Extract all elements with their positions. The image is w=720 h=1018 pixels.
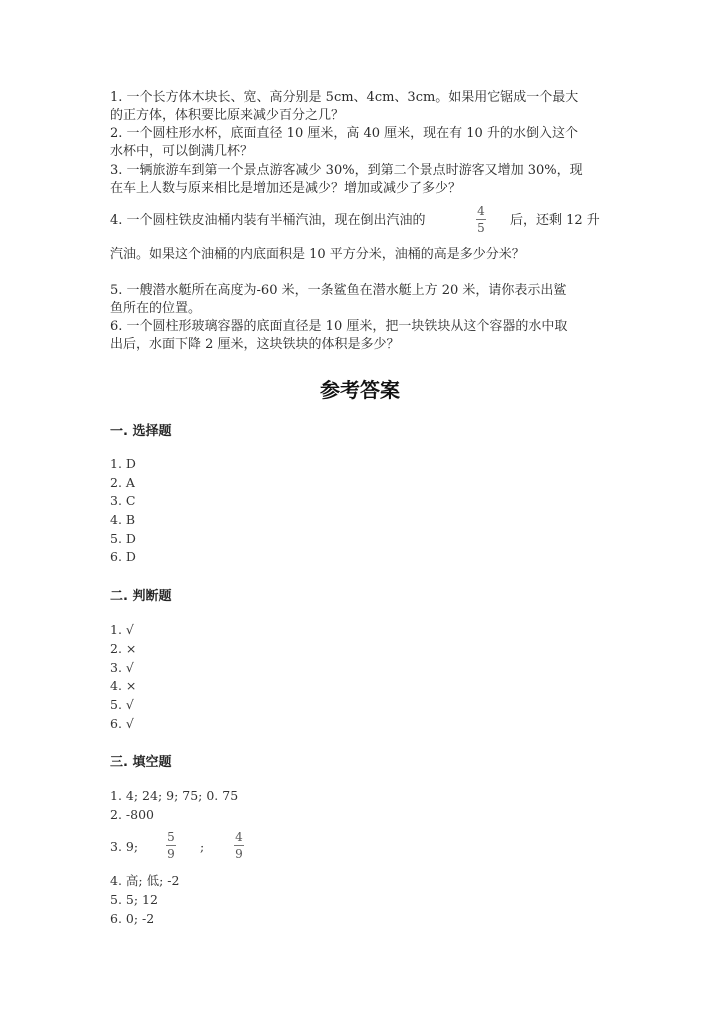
question-1-line-2: 的正方体，体积要比原来减少百分之几？ [110,108,345,123]
question-1-line-1: 1. 一个长方体木块长、宽、高分别是 5cm、4cm、3cm。如果用它锯成一个最大 [110,90,579,105]
question-4-line-1b: 后，还剩 12 升 [510,213,600,228]
question-5-line-1: 5. 一艘潜水艇所在高度为-60 米，一条鲨鱼在潜水艇上方 20 米，请你表示出鲨 [110,283,567,298]
fraction-bar [234,845,244,846]
judge-answer-5: 5. √ [110,697,134,712]
choice-answer-5: 5. D [110,531,136,546]
answer-title: 参考答案 [320,378,400,402]
fraction-bar [476,219,486,220]
choice-answer-3: 3. C [110,493,136,508]
question-6-line-1: 6. 一个圆柱形玻璃容器的底面直径是 10 厘米，把一块铁块从这个容器的水中取 [110,319,568,334]
question-2-line-1: 2. 一个圆柱形水杯，底面直径 10 厘米，高 40 厘米，现在有 10 升的水倒入这个 [110,126,578,141]
judge-answer-1: 1. √ [110,622,134,637]
fill-answer-6: 6. 0; -2 [110,911,155,926]
fill-answer-5: 5. 5; 12 [110,892,158,907]
fraction-numerator: 5 [167,830,175,844]
fraction-denominator: 5 [477,221,485,235]
question-4-line-2: 汽油。如果这个油桶的内底面积是 10 平方分米，油桶的高是多少分米？ [110,247,525,262]
fill-answer-3-separator: ; [200,839,205,854]
choice-answer-4: 4. B [110,512,136,527]
judge-answer-6: 6. √ [110,716,134,731]
fraction-denominator: 9 [235,847,243,861]
fill-answer-3-prefix: 3. 9; [110,839,139,854]
question-5-line-2: 鱼所在的位置。 [110,301,202,316]
question-3-line-2: 在车上人数与原来相比是增加还是减少？增加或减少了多少？ [110,181,462,196]
fraction-numerator: 4 [477,204,485,218]
judge-answer-3: 3. √ [110,660,134,675]
fraction-numerator: 4 [235,830,243,844]
fraction-four-ninths [234,830,244,861]
question-2-line-2: 水杯中，可以倒满几杯？ [110,144,254,159]
fraction-denominator: 9 [167,847,175,861]
choice-answer-2: 2. A [110,475,135,490]
question-3-line-1: 3. 一辆旅游车到第一个景点游客减少 30%，到第二个景点时游客又增加 30%，现 [110,163,583,178]
fraction-bar [166,845,176,846]
judge-answer-2: 2. × [110,641,137,656]
section-heading-fill: 三. 填空题 [110,755,172,770]
fill-answer-4: 4. 高; 低; -2 [110,873,180,888]
judge-answer-4: 4. × [110,678,137,693]
fill-answer-1: 1. 4; 24; 9; 75; 0. 75 [110,788,239,803]
question-6-line-2: 出后，水面下降 2 厘米，这块铁块的体积是多少？ [110,337,400,352]
section-heading-choice: 一. 选择题 [110,424,172,439]
section-heading-judge: 二. 判断题 [110,589,172,604]
question-4-line-1a: 4. 一个圆柱铁皮油桶内装有半桶汽油，现在倒出汽油的 [110,213,426,228]
choice-answer-1: 1. D [110,456,136,471]
fraction-four-fifths [476,204,486,235]
fill-answer-2: 2. -800 [110,807,154,822]
fraction-five-ninths [166,830,176,861]
choice-answer-6: 6. D [110,549,136,564]
